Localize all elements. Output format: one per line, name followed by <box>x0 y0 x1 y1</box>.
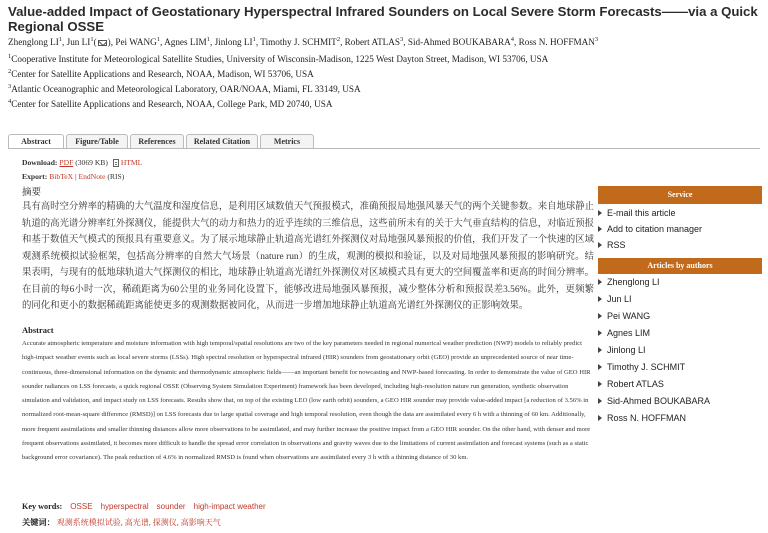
author-affiliation-sup: 1 <box>90 35 94 43</box>
affiliation-sup: 1 <box>8 52 12 60</box>
author-name[interactable] <box>8 37 62 47</box>
triangle-bullet-icon <box>598 296 602 302</box>
author-name-text: Zhenglong LI <box>8 37 59 47</box>
author-name-text: Pei WANG <box>115 37 157 47</box>
author-link-label: Robert ATLAS <box>607 379 664 389</box>
author-link[interactable] <box>598 294 632 305</box>
html-link[interactable]: HTML <box>120 158 143 167</box>
tab-references[interactable]: References <box>130 134 184 148</box>
service-heading: Service <box>598 186 762 204</box>
mail-icon[interactable] <box>98 40 107 46</box>
affiliation-text: Cooperative Institute for Meteorological Satellite Studies, University of Wisconsin-Madison, 1225 West Dayton Street, Madison, WI 53706, USA <box>11 54 549 64</box>
chinese-abstract-text: 具有高时空分辨率的精确的大气温度和湿度信息，是利用区域数值天气预报模式，准确预报局地强风暴天气的两个关键参数。来自地球静止轨道的高光谱分辨率红外探测仪，能提供大气的动力和热力的近乎连续的三维信息，这些前所未有的关于大气垂直结构的信息，对临近预报和基于数值天气模式的预报具有重要意义。为了展示地球静止轨道高光谱红外探测仪对局地强风暴预报的价值，我们开发了一个快速的区域观测系统模拟试验框架，包括高分辨率的自然大气场景（nature run）的生成，观测的模拟和验证，以及对局地强风暴预报的影响研究。结果表明，与现有的低地球轨道大气探测仪的相比，地球静止轨道高光谱红外探测仪对区域模式具有更大的空间覆盖率和更高的时间分辨率。在目前的每6小时一次，稀疏距离为60公里的业务同化设置下，能够改进局地强风暴预报，减少整体分析和预报误差3.56%。此外，更频繁的同化和更小的数据稀疏距离能使更多的观测数据被同化，从而进一步增加地球静止轨道高光谱红外探测仪的正影响效果。 <box>22 202 594 311</box>
author-affiliation-sup: 3 <box>400 35 404 43</box>
author-link-label: Pei WANG <box>607 311 651 321</box>
articles-by-authors-heading: Articles by authors <box>598 258 762 274</box>
author-affiliation-sup: 1 <box>156 35 161 43</box>
author-link-label: Zhenglong LI <box>607 277 660 287</box>
triangle-bullet-icon <box>598 347 602 353</box>
tab-figure-table[interactable]: Figure/Table <box>66 134 128 148</box>
keywords-en-row <box>22 501 266 512</box>
author-name[interactable] <box>115 37 160 47</box>
triangle-bullet-icon <box>598 381 602 387</box>
affiliation-sup: 4 <box>8 97 12 105</box>
author-name[interactable] <box>164 37 210 47</box>
affiliation-1 <box>8 53 548 66</box>
email-article-link[interactable] <box>598 208 676 219</box>
author-affiliation-sup: 1 <box>58 35 63 43</box>
author-link[interactable] <box>598 311 650 322</box>
affiliation-4 <box>8 98 333 111</box>
author-name[interactable] <box>408 37 514 47</box>
author-name[interactable] <box>519 37 599 47</box>
tab-related-citation[interactable]: Related Citation <box>186 134 258 148</box>
author-name-text: Timothy J. SCHMIT <box>260 37 337 47</box>
pdf-size: (3069 KB) <box>75 158 108 167</box>
author-affiliation-sup: 2 <box>336 35 341 43</box>
author-link[interactable] <box>598 396 710 407</box>
keywords-zh-label: 关键词： <box>22 518 55 527</box>
author-link-label: Timothy J. SCHMIT <box>607 362 686 372</box>
author-name[interactable] <box>215 37 256 47</box>
author-link-label: Agnes LIM <box>607 328 651 338</box>
keyword-link[interactable]: OSSE <box>70 502 93 511</box>
endnote-link[interactable]: EndNote <box>78 172 106 181</box>
author-affiliation-sup: 1 <box>206 35 210 43</box>
author-link-label: Jun LI <box>607 294 632 304</box>
author-link-label: Jinlong LI <box>607 345 646 355</box>
download-label: Download: <box>22 158 58 167</box>
service-item-label: Add to citation manager <box>607 224 703 234</box>
author-name[interactable] <box>345 37 404 47</box>
keywords-zh-row <box>22 517 221 528</box>
author-link[interactable] <box>598 413 686 424</box>
tab-metrics[interactable]: Metrics <box>260 134 314 148</box>
author-list: Zhenglong $LI^1$, Jun $LI^1$( ), Pei WANG$^1$, Agnes LIM$^1$, Jinlong $LI^1$, Timothy J. SCHMIT$^2$, Robert ATLAS$^3$, Sid-Ahmed BOUKABARA$^4$, Ross N. HOFFMAN$^3$ <box>8 35 599 47</box>
author-name-text: Sid-Ahmed BOUKABARA <box>407 37 511 47</box>
author-affiliation-sup: 3 <box>594 35 599 43</box>
keywords-zh-links[interactable]: 观测系统模拟试验, 高光谱, 探测仪, 高影响天气 <box>56 518 221 527</box>
download-row <box>22 158 142 168</box>
author-link[interactable] <box>598 379 664 390</box>
author-link[interactable] <box>598 345 646 356</box>
triangle-bullet-icon <box>598 226 602 232</box>
triangle-bullet-icon <box>598 313 602 319</box>
author-name-text: Ross N. HOFFMAN <box>518 37 595 47</box>
affiliation-sup: 3 <box>8 82 12 90</box>
author-link-label: Sid-Ahmed BOUKABARA <box>607 396 711 406</box>
affiliation-2 <box>8 68 314 81</box>
author-name-text: Jun LI <box>66 37 91 47</box>
affiliation-sup: 2 <box>8 67 12 75</box>
html-document-icon <box>113 159 119 167</box>
bibtex-link[interactable]: BibTeX <box>49 172 74 181</box>
author-affiliation-sup: 1 <box>252 35 256 43</box>
triangle-bullet-icon <box>598 330 602 336</box>
affiliation-text: Center for Satellite Applications and Research, NOAA, College Park, MD 20740, USA <box>11 99 333 109</box>
tab-abstract[interactable]: Abstract <box>8 134 64 149</box>
affiliation-3 <box>8 83 361 96</box>
service-item-label: RSS <box>607 240 626 250</box>
triangle-bullet-icon <box>598 242 602 248</box>
rss-link[interactable] <box>598 240 626 251</box>
author-link[interactable] <box>598 362 685 373</box>
service-item-label: E-mail this article <box>607 208 676 218</box>
author-link[interactable] <box>598 277 660 288</box>
triangle-bullet-icon <box>598 279 602 285</box>
english-abstract-text: Accurate atmospheric temperature and moisture information with high temporal/spatial resolutions are two of the key parameters needed in regional numerical weather prediction (NWP) models to reliably predict high-impact weather events such as local severe storms (LSSs). High spectral resolution or hyperspectral infrared (HIR) sounders from geostationary orbit (GEO) provide an unprecedented source of near time-continuous, three-dimensional information on the dynamic and thermodynamic atmospheric fields——an important benefit for nowcasting and NWP-based forecasting. In order to demonstrate the value of GEO HIR sounder radiances on LSS forecasts, a quick regional OSSE (Observing System Simulation Experiment) framework has been developed, including high-resolution nature run generation, synthetic observation simulation and validation, and impact study on LSS forecasts. Results show that, on top of the existing LEO (low earth orbit) sounders, a GEO HIR sounder may provide value-added impact [a reduction of 3.56% in normalized root-mean-square difference (RMSD)] on LSS forecasts due to large spatial coverage and high temporal resolution, even though the data are assimilated every 6 h with a thinning of 60 km. Additionally, more frequent assimilations and smaller thinning distances allow more observations to be assimilated, and may further increase the positive impact from a GEO HIR sounder. On the other hand, with denser and more frequent observations assimilated, it becomes more difficult to handle the spread error correlation in observations and gravity waves due to the limitations of current assimilation and forecast systems (such as a static background error covariance). The peak reduction of 4.6% in normalized RMSD is found when observations are assimilated every 3 h with a thinning distance of 30 km. <box>22 340 591 462</box>
keywords-label: Key words: <box>22 502 63 511</box>
author-name[interactable] <box>260 37 340 47</box>
keyword-link[interactable]: hyperspectral <box>100 502 149 511</box>
ris-label: (RIS) <box>107 172 125 181</box>
export-label: Export: <box>22 172 48 181</box>
tab-divider <box>8 148 760 149</box>
export-separator: | <box>75 172 77 181</box>
triangle-bullet-icon <box>598 364 602 370</box>
article-title: Value-added Impact of Geostationary Hyperspectral Infrared Sounders on Local Severe Storm Forecasts——via a Quick Regional OSSE <box>8 4 758 34</box>
author-link-label: Ross N. HOFFMAN <box>607 413 687 423</box>
author-name-text: Agnes LIM <box>164 37 207 47</box>
keyword-link[interactable]: sounder <box>156 502 186 511</box>
keyword-link[interactable]: high-impact weather <box>193 502 266 511</box>
article-tabs <box>8 134 316 148</box>
export-row <box>22 172 124 182</box>
author-name-text: Robert ATLAS <box>344 37 401 47</box>
author-name-text: Jinlong LI <box>214 37 253 47</box>
triangle-bullet-icon <box>598 415 602 421</box>
triangle-bullet-icon <box>598 210 602 216</box>
author-name[interactable]: Jun $LI^1$( ) <box>66 35 111 47</box>
author-affiliation-sup: 4 <box>510 35 514 43</box>
triangle-bullet-icon <box>598 398 602 404</box>
pdf-link[interactable]: PDF <box>59 158 74 167</box>
chinese-abstract-heading: 摘要 <box>22 188 42 198</box>
author-link[interactable] <box>598 328 650 339</box>
add-citation-link[interactable] <box>598 224 702 235</box>
affiliation-text: Center for Satellite Applications and Research, NOAA, Madison, WI 53706, USA <box>11 69 314 79</box>
affiliation-text: Atlantic Oceanographic and Meteorological Laboratory, OAR/NOAA, Miami, FL 33149, USA <box>11 84 361 94</box>
english-abstract-heading: Abstract <box>22 325 54 335</box>
